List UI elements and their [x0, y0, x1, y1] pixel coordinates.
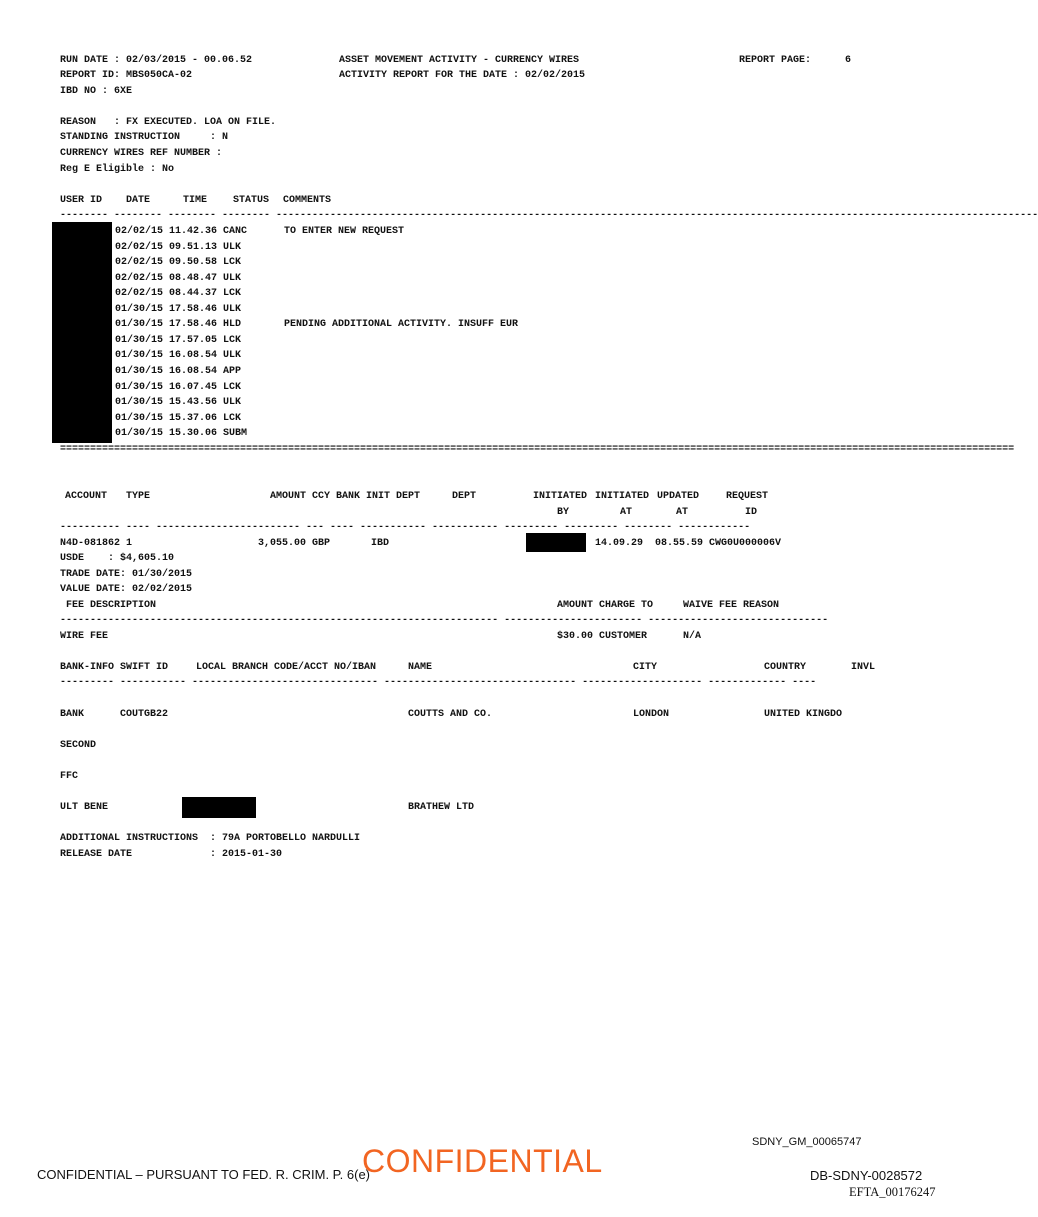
account-times-request-id: 14.09.29 08.55.59 CWG0U000006V	[595, 538, 782, 549]
col-status: STATUS	[233, 195, 270, 206]
standing-instruction: STANDING INSTRUCTION : N	[60, 132, 229, 143]
usde-amount: USDE : $4,605.10	[60, 553, 175, 564]
activity-row-datetime-status: 01/30/15 17.57.05 LCK	[115, 334, 242, 346]
col-invl: INVL	[851, 662, 876, 673]
redaction-block	[182, 797, 256, 818]
value-date: VALUE DATE: 02/02/2015	[60, 584, 193, 595]
confidential-stamp: CONFIDENTIAL	[362, 1143, 603, 1179]
release-date: RELEASE DATE : 2015-01-30	[60, 849, 283, 860]
wires-ref-number: CURRENCY WIRES REF NUMBER :	[60, 148, 223, 159]
activity-end-rule: ===============================================================================================================================================================	[60, 444, 1015, 455]
fee-amount-header: AMOUNT CHARGE TO	[557, 600, 654, 611]
fee-description: WIRE FEE	[60, 631, 109, 642]
activity-row-datetime-status: 02/02/15 09.50.58 LCK	[115, 257, 242, 269]
ult-bene-label: ULT BENE	[60, 802, 109, 813]
activity-row-datetime-status: 01/30/15 17.58.46 ULK	[115, 303, 242, 315]
col-initiated-at: INITIATED	[595, 491, 650, 502]
activity-header-rule: -------- -------- -------- -------- -------------------------------------------------------------------------------------------------------------------------------	[60, 210, 1038, 221]
col-id: ID	[745, 507, 758, 518]
second-label: SECOND	[60, 740, 97, 751]
col-dept: DEPT	[452, 491, 477, 502]
bank-name: COUTTS AND CO.	[408, 709, 493, 720]
account-bank: IBD	[371, 538, 390, 549]
activity-row-datetime-status: 01/30/15 15.37.06 LCK	[115, 412, 242, 424]
account-header-rule: ---------- ---- ------------------------ --- ---- ----------- ----------- --------- --------- -------- ------------	[60, 522, 751, 533]
col-user-id: USER ID	[60, 195, 103, 206]
activity-row-datetime-status: 02/02/15 09.51.13 ULK	[115, 241, 242, 253]
report-id: REPORT ID: MBS050CA-02	[60, 70, 193, 81]
activity-row-datetime-status: 02/02/15 08.48.47 ULK	[115, 272, 242, 284]
redaction-block	[526, 533, 586, 552]
bank-city: LONDON	[633, 709, 670, 720]
col-type: TYPE	[126, 491, 151, 502]
col-local-branch: LOCAL BRANCH CODE/ACCT NO/IBAN	[196, 662, 377, 673]
col-country: COUNTRY	[764, 662, 807, 673]
fee-header-rule: ------------------------------------------------------------------------- ----------------------- ------------------------------	[60, 615, 829, 626]
reason: REASON : FX EXECUTED. LOA ON FILE.	[60, 117, 277, 128]
col-comments: COMMENTS	[283, 195, 332, 206]
col-bank-info: BANK-INFO	[60, 662, 115, 673]
activity-row-comment: TO ENTER NEW REQUEST	[284, 226, 405, 237]
fee-description-header: FEE DESCRIPTION	[66, 600, 157, 611]
fee-waive-header: WAIVE FEE REASON	[683, 600, 780, 611]
activity-row-datetime-status: 02/02/15 11.42.36 CANC	[115, 226, 248, 237]
activity-row-datetime-status: 02/02/15 08.44.37 LCK	[115, 288, 242, 300]
col-initiated-by: INITIATED	[533, 491, 588, 502]
activity-row-comment: PENDING ADDITIONAL ACTIVITY. INSUFF EUR	[284, 319, 519, 331]
col-request-id: REQUEST	[726, 491, 769, 502]
activity-row-datetime-status: 01/30/15 16.08.54 ULK	[115, 350, 242, 362]
page-label: REPORT PAGE:	[739, 55, 812, 66]
activity-row-datetime-status: 01/30/15 15.43.56 ULK	[115, 397, 242, 409]
efta-number: EFTA_00176247	[849, 1185, 936, 1199]
account-number: N4D-081862 1	[60, 538, 133, 549]
run-date: RUN DATE : 02/03/2015 - 00.06.52	[60, 55, 253, 66]
fee-waive-reason: N/A	[683, 631, 702, 642]
additional-instructions: ADDITIONAL INSTRUCTIONS : 79A PORTOBELLO NARDULLI	[60, 833, 361, 844]
col-at-1: AT	[620, 507, 633, 518]
bank-label: BANK	[60, 709, 85, 720]
bank-country: UNITED KINGDO	[764, 709, 843, 720]
col-swift-id: SWIFT ID	[120, 662, 169, 673]
confidential-notice: CONFIDENTIAL – PURSUANT TO FED. R. CRIM. P. 6(e)	[37, 1167, 371, 1182]
activity-row-datetime-status: 01/30/15 17.58.46 HLD	[115, 319, 242, 331]
activity-date: ACTIVITY REPORT FOR THE DATE : 02/02/2015	[339, 70, 586, 81]
account-amount: 3,055.00 GBP	[258, 538, 331, 549]
col-by: BY	[557, 507, 570, 518]
col-name: NAME	[408, 662, 433, 673]
trade-date: TRADE DATE: 01/30/2015	[60, 569, 193, 580]
col-account: ACCOUNT	[65, 491, 108, 502]
bank-header-rule: --------- ----------- ------------------------------- -------------------------------- -------------------- ------------- ----	[60, 677, 817, 688]
col-at-2: AT	[676, 507, 689, 518]
reg-e-eligible: Reg E Eligible : No	[60, 164, 175, 175]
activity-row-datetime-status: 01/30/15 15.30.06 SUBM	[115, 428, 248, 440]
fee-amount-charge: $30.00 CUSTOMER	[557, 631, 648, 642]
redaction-block	[52, 222, 112, 443]
ibd-number: IBD NO : 6XE	[60, 86, 133, 97]
db-sdny-number: DB-SDNY-0028572	[810, 1168, 923, 1183]
col-amount-ccy-bank: AMOUNT CCY BANK INIT DEPT	[270, 491, 421, 502]
report-title: ASSET MOVEMENT ACTIVITY - CURRENCY WIRES	[339, 55, 580, 66]
activity-row-datetime-status: 01/30/15 16.08.54 APP	[115, 366, 242, 377]
col-city: CITY	[633, 662, 658, 673]
col-date: DATE	[126, 195, 151, 206]
sdny-bates-number: SDNY_GM_00065747	[752, 1136, 862, 1148]
ult-bene-name: BRATHEW LTD	[408, 802, 475, 813]
bank-swift-id: COUTGB22	[120, 709, 169, 720]
col-updated-at: UPDATED	[657, 491, 700, 502]
col-time: TIME	[183, 195, 208, 206]
activity-row-datetime-status: 01/30/15 16.07.45 LCK	[115, 381, 242, 393]
page-number: 6	[845, 55, 852, 66]
ffc-label: FFC	[60, 771, 79, 782]
